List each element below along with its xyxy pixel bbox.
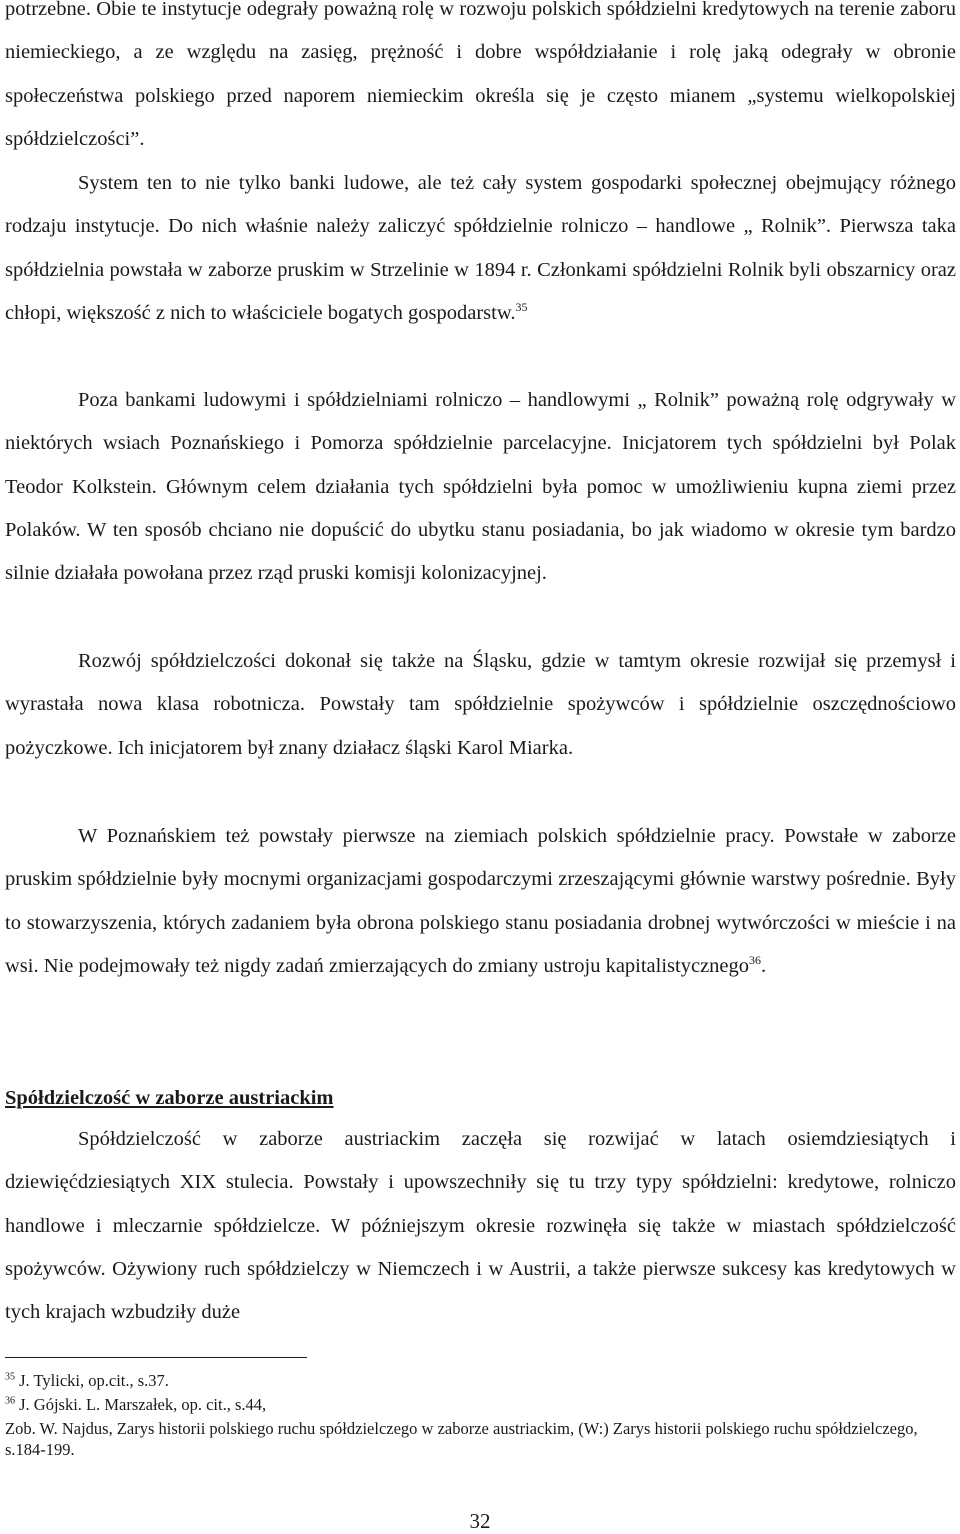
footnote-ref-35: 35 (515, 300, 528, 315)
paragraph-poznan-text: W Poznańskiem też powstały pierwsze na ziemiach polskich spółdzielnie pracy. Powstałe w zaborze pruskim spółdzielnie były mocnymi organizacjami gospodarczymi zrzeszającymi głównie warstwy pośrednie. Były to stowarzyszenia, których zadaniem była obrona polskiego stanu posiadania drobnej wytwórczości w mieście i na wsi. Nie podejmowały też nigdy zadań zmierzających do zmiany ustroju kapitalistycznego (5, 825, 956, 977)
footnote-ref-36: 36 (749, 953, 762, 968)
footnote-36-continuation: Zob. W. Najdus, Zarys historii polskiego ruchu spółdzielczego w zaborze austriackim, (W:) Zarys historii polskiego ruchu spółdzielczego, s.184-199. (5, 1419, 918, 1459)
footnote-36 (5, 1395, 956, 1416)
paragraph-austria: Spółdzielczość w zaborze austriackim zaczęła się rozwijać w latach osiemdziesiątych i dziewięćdziesiątych XIX stulecia. Powstały i upowszechniły się tu trzy typy spółdzielni: kredytowe, rolniczo handlowe i mleczarnie spółdzielcze. W późniejszym okresie rozwinęła się także w miastach spółdzielczość spożywców. Ożywiony ruch spółdzielczy w Niemczech i w Austrii, a także pierwsze sukcesy kas kredytowych w tych krajach wzbudziły duże (5, 1128, 956, 1324)
footnote-separator (5, 1357, 307, 1358)
footnote-35-mark: 35 (5, 1371, 15, 1383)
paragraph-parcelation: Poza bankami ludowymi i spółdzielniami rolniczo – handlowymi „ Rolnik” poważną rolę odgrywały w niektórych wsiach Poznańskiego i Pomorza spółdzielnie parcelacyjne. Inicjatorem tych spółdzielni był Polak Teodor Kolkstein. Głównym celem działania tych spółdzielni była pomoc w umożliwieniu kupna ziemi przez Polaków. W ten sposób chciano nie dopuścić do ubytku stanu posiadania, bo jak wiadomo w okresie tym bardzo silnie działała powołana przez rząd pruski komisji kolonizacyjnej. (5, 389, 956, 585)
paragraph-intro: potrzebne. Obie te instytucje odegrały poważną rolę w rozwoju polskich spółdzielni kredytowych na terenie zaboru niemieckiego, a ze względu na zasięg, prężność i dobre współdziałanie i rolę jaką odegrały w obronie społeczeństwa polskiego przed naporem niemieckim określa się je często mianem „systemu wielkopolskiej spółdzielczości”. (5, 0, 956, 150)
section-heading: Spółdzielczość w zaborze austriackim (5, 1087, 334, 1109)
page-number: 32 (469, 1509, 491, 1533)
footnote-35-text: J. Tylicki, op.cit., s.37. (15, 1371, 169, 1390)
paragraph-poznan-end: . (761, 954, 767, 977)
paragraph-poznan (5, 815, 956, 988)
footnote-36-text: J. Gójski. L. Marszałek, op. cit., s.44, (15, 1395, 267, 1414)
paragraph-system-text: System ten to nie tylko banki ludowe, ale też cały system gospodarki społecznej obejmujący różnego rodzaju instytucje. Do nich właśnie należy zaliczyć spółdzielnie rolniczo – handlowe „ Rolnik”. Pierwsza taka spółdzielnia powstała w zaborze pruskim w Strzelinie w 1894 r. Członkami spółdzielni Rolnik byli obszarnicy oraz chłopi, większość z nich to właściciele bogatych gospodarstw. (5, 172, 956, 324)
paragraph-system (5, 162, 956, 335)
paragraph-silesia: Rozwój spółdzielczości dokonał się także na Śląsku, gdzie w tamtym okresie rozwijał się przemysł i wyrastała nowa klasa robotnicza. Powstały tam spółdzielnie spożywców i spółdzielnie oszczędnościowo pożyczkowe. Ich inicjatorem był znany działacz śląski Karol Miarka. (5, 650, 956, 759)
footnote-35 (5, 1371, 956, 1392)
footnote-36-mark: 36 (5, 1395, 15, 1407)
